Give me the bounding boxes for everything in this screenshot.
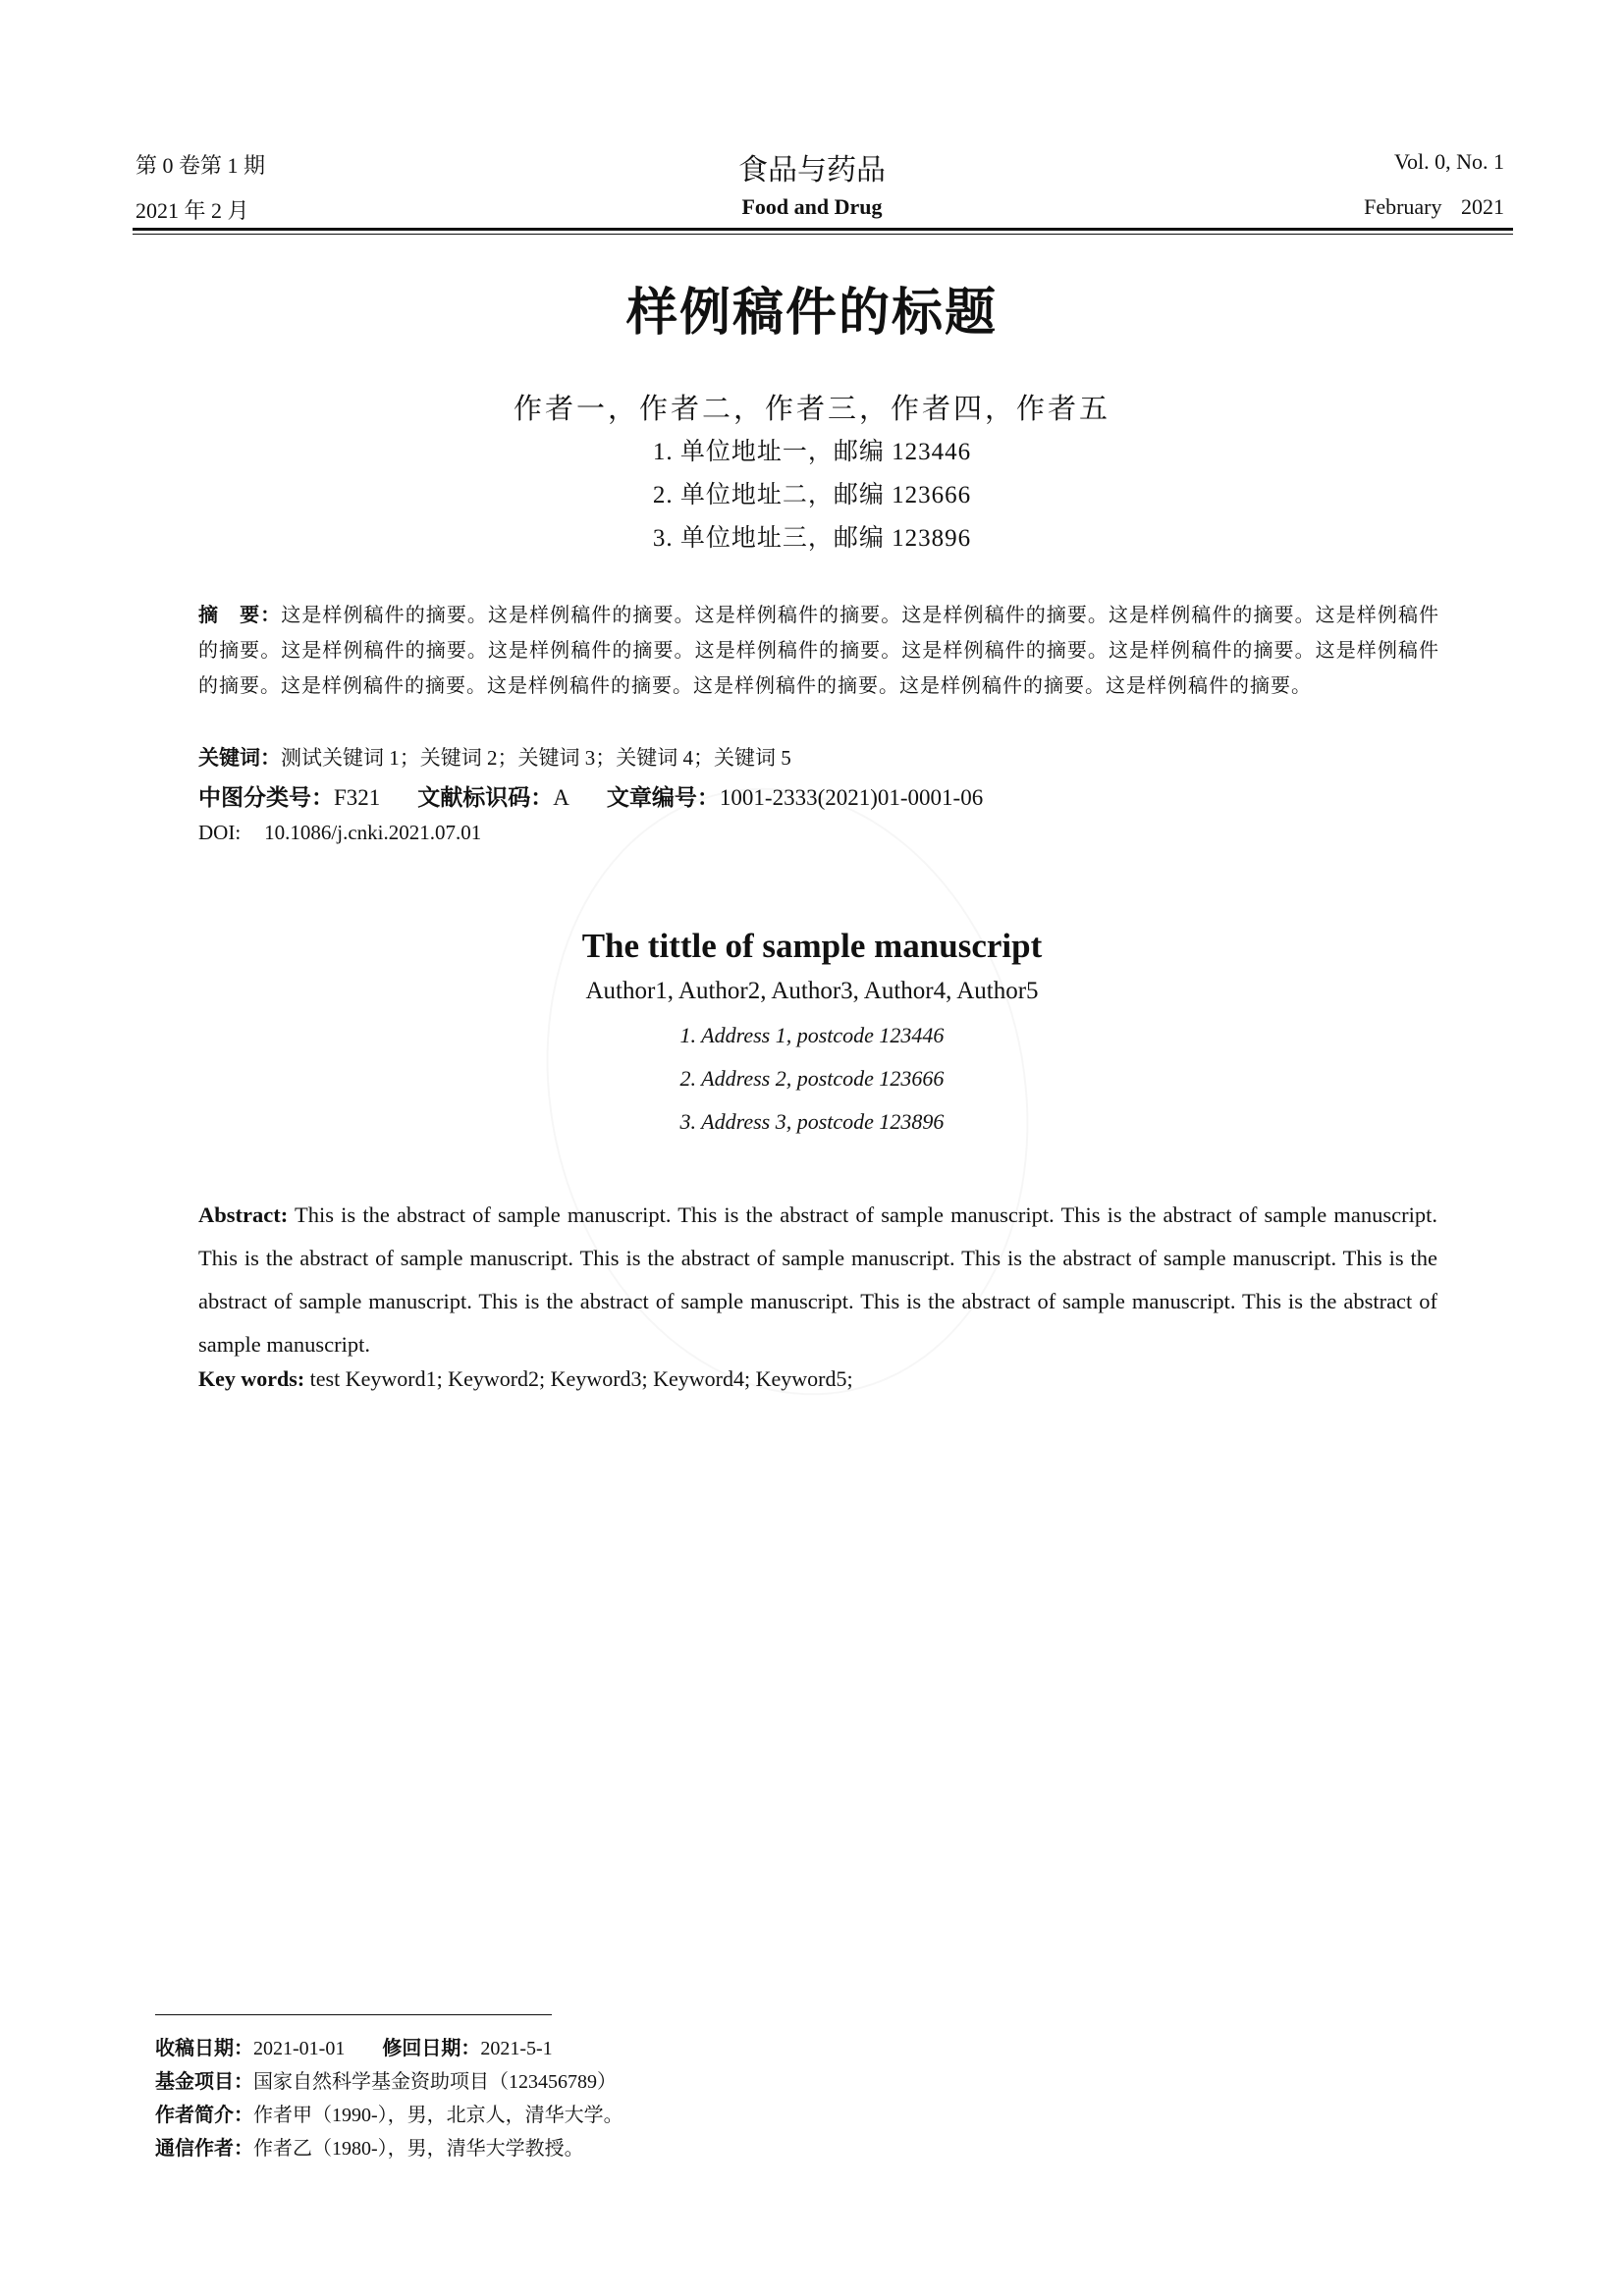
- header-rule-thick: [133, 228, 1513, 231]
- author-list-cn: 作者一，作者二，作者三，作者四，作者五: [513, 394, 1110, 425]
- affiliation-cn-2: 2. 单位地址二，邮编 123666: [652, 482, 972, 508]
- header-rule-thin: [133, 234, 1513, 235]
- footnote-rule: [155, 2014, 552, 2015]
- abstract-cn: [198, 597, 1439, 704]
- publication-date-en: February 2021: [1364, 194, 1504, 219]
- article-title-en: The tittle of sample manuscript: [581, 927, 1043, 965]
- affiliation-en-1: 1. Address 1, postcode 123446: [679, 1023, 945, 1047]
- footnote-fund: [155, 2065, 617, 2094]
- revised-date-value: 2021-5-1: [480, 2038, 553, 2059]
- volume-issue-cn: 第 0 卷第 1 期: [135, 153, 266, 178]
- abstract-label-cn: 摘 要：: [198, 603, 282, 626]
- keywords-en: [198, 1366, 853, 1392]
- author-bio-label: 作者简介：: [155, 2103, 253, 2126]
- doi-line: [198, 821, 481, 845]
- abstract-label-en: Abstract:: [198, 1202, 289, 1227]
- journal-name-en: Food and Drug: [741, 194, 883, 219]
- journal-name-cn: 食品与药品: [738, 153, 886, 187]
- fund-value: 国家自然科学基金资助项目（123456789）: [253, 2071, 617, 2093]
- keywords-text-en: test Keyword1; Keyword2; Keyword3; Keyword4; Keyword5;: [309, 1366, 853, 1391]
- doi-value: 10.1086/j.cnki.2021.07.01: [264, 821, 482, 844]
- footnote-author-bio: [155, 2099, 623, 2127]
- volume-issue-en: Vol. 0, No. 1: [1393, 149, 1504, 174]
- corresponding-label: 通信作者：: [155, 2136, 253, 2160]
- corresponding-value: 作者乙（1980-），男，清华大学教授。: [253, 2138, 584, 2160]
- clc-label: 中图分类号：: [198, 785, 334, 811]
- article-number-label: 文章编号：: [606, 785, 720, 811]
- abstract-en: [198, 1194, 1437, 1366]
- fund-label: 基金项目：: [155, 2069, 253, 2093]
- keywords-cn: [198, 742, 791, 772]
- keywords-label-cn: 关键词：: [198, 746, 281, 770]
- keywords-text-cn: 测试关键词 1；关键词 2；关键词 3；关键词 4；关键词 5: [281, 746, 791, 770]
- footnote-corresponding: [155, 2132, 584, 2161]
- footnote-dates: [155, 2032, 553, 2060]
- abstract-text-en: This is the abstract of sample manuscript. This is the abstract of sample manuscript. This is the abstract of sample manuscript. This is the abstract of sample manuscript. This is the abstract of sample manuscript. This is the abstract of sample manuscript. This is the abstract of sample manuscript. This is the abstract of sample manuscript. This is the abstract of sample manuscript. This is the abstract of sample manuscript.: [198, 1202, 1437, 1357]
- keywords-label-en: Key words:: [198, 1366, 305, 1391]
- doc-code-value: A: [553, 785, 569, 810]
- revised-date-label: 修回日期：: [382, 2036, 481, 2059]
- classification-line: [198, 779, 983, 812]
- author-bio-value: 作者甲（1990-），男，北京人，清华大学。: [253, 2105, 623, 2126]
- affiliation-cn-3: 3. 单位地址三，邮编 123896: [652, 525, 972, 552]
- author-list-en: Author1, Author2, Author3, Author4, Author5: [585, 978, 1039, 1004]
- abstract-text-cn: 这是样例稿件的摘要。这是样例稿件的摘要。这是样例稿件的摘要。这是样例稿件的摘要。这是样例稿件的摘要。这是样例稿件的摘要。这是样例稿件的摘要。这是样例稿件的摘要。这是样例稿件的摘要。这是样例稿件的摘要。这是样例稿件的摘要。这是样例稿件的摘要。这是样例稿件的摘要。这是样例稿件的摘要。这是样例稿件的摘要。这是样例稿件的摘要。这是样例稿件的摘要。: [198, 605, 1440, 697]
- affiliation-cn-1: 1. 单位地址一，邮编 123446: [652, 439, 972, 465]
- affiliation-en-3: 3. Address 3, postcode 123896: [679, 1109, 945, 1134]
- received-date-value: 2021-01-01: [253, 2038, 346, 2059]
- publication-date-cn: 2021 年 2 月: [135, 198, 249, 223]
- affiliation-en-2: 2. Address 2, postcode 123666: [679, 1066, 945, 1091]
- article-title-cn: 样例稿件的标题: [625, 284, 998, 343]
- clc-value: F321: [334, 785, 381, 810]
- received-date-label: 收稿日期：: [155, 2036, 253, 2059]
- article-number-value: 1001-2333(2021)01-0001-06: [719, 785, 984, 810]
- doc-code-label: 文献标识码：: [417, 785, 554, 811]
- doi-label: DOI:: [198, 821, 242, 844]
